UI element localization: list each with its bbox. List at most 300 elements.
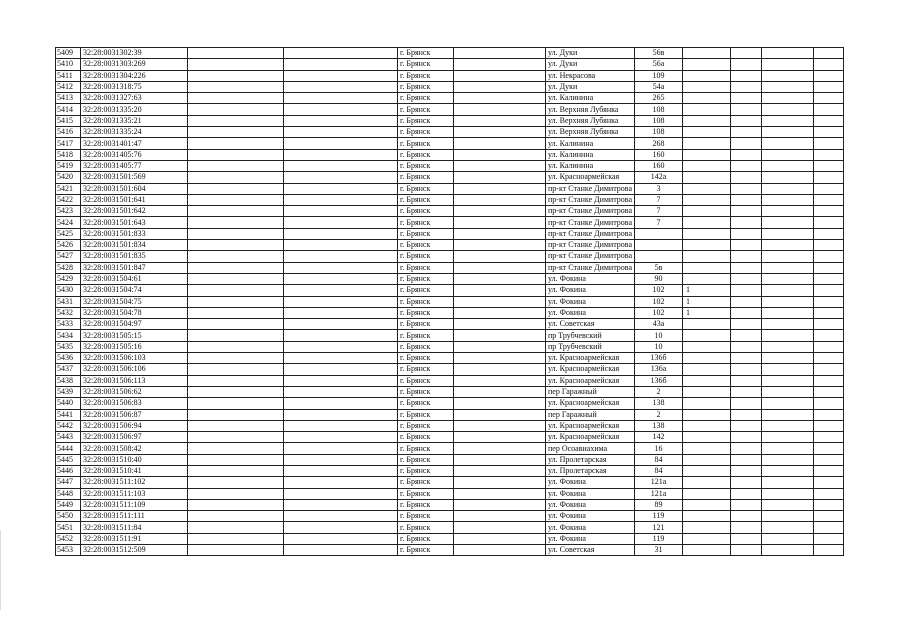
empty-cell (731, 273, 762, 284)
empty-cell (284, 443, 398, 454)
row-number: 5422 (56, 194, 81, 205)
row-number: 5415 (56, 115, 81, 126)
empty-cell (454, 138, 546, 149)
empty-cell (814, 217, 844, 228)
building-cell (683, 127, 731, 138)
empty-cell (731, 375, 762, 386)
table-row (56, 149, 844, 160)
empty-cell (762, 183, 814, 194)
building-cell (683, 341, 731, 352)
street-cell: пр-кт Станке Димитрова (546, 228, 635, 239)
city-cell: г. Брянск (398, 477, 454, 488)
city-cell: г. Брянск (398, 127, 454, 138)
cadastral-number: 32:28:0031506:113 (81, 375, 188, 386)
empty-cell (814, 93, 844, 104)
building-cell (683, 160, 731, 171)
empty-cell (284, 465, 398, 476)
street-cell: ул. Красноармейская (546, 353, 635, 364)
row-number: 5428 (56, 262, 81, 273)
row-number: 5413 (56, 93, 81, 104)
empty-cell (454, 477, 546, 488)
empty-cell (284, 420, 398, 431)
empty-cell (284, 127, 398, 138)
table-row (56, 59, 844, 70)
empty-cell (814, 206, 844, 217)
cadastral-number: 32:28:0031511:91 (81, 533, 188, 544)
empty-cell (188, 59, 284, 70)
city-cell: г. Брянск (398, 533, 454, 544)
row-number: 5418 (56, 149, 81, 160)
empty-cell (188, 499, 284, 510)
empty-cell (762, 443, 814, 454)
empty-cell (454, 341, 546, 352)
empty-cell (762, 48, 814, 59)
empty-cell (814, 499, 844, 510)
empty-cell (454, 398, 546, 409)
street-cell: ул. Фокина (546, 511, 635, 522)
empty-cell (762, 59, 814, 70)
empty-cell (454, 285, 546, 296)
empty-cell (188, 420, 284, 431)
table-row (56, 81, 844, 92)
building-cell (683, 206, 731, 217)
row-number: 5417 (56, 138, 81, 149)
empty-cell (284, 533, 398, 544)
empty-cell (284, 353, 398, 364)
house-number: 89 (635, 499, 683, 510)
cadastral-number: 32:28:0031506:94 (81, 420, 188, 431)
empty-cell (188, 488, 284, 499)
city-cell: г. Брянск (398, 465, 454, 476)
city-cell: г. Брянск (398, 443, 454, 454)
empty-cell (454, 262, 546, 273)
empty-cell (284, 228, 398, 239)
building-cell (683, 398, 731, 409)
empty-cell (454, 511, 546, 522)
empty-cell (188, 138, 284, 149)
empty-cell (454, 364, 546, 375)
table-row (56, 420, 844, 431)
empty-cell (731, 81, 762, 92)
row-number: 5423 (56, 206, 81, 217)
house-number: 121а (635, 488, 683, 499)
empty-cell (188, 330, 284, 341)
building-cell (683, 386, 731, 397)
table-row (56, 398, 844, 409)
city-cell: г. Брянск (398, 341, 454, 352)
street-cell: ул. Калинина (546, 138, 635, 149)
empty-cell (731, 262, 762, 273)
building-cell (683, 48, 731, 59)
row-number: 5439 (56, 386, 81, 397)
empty-cell (454, 499, 546, 510)
table-row (56, 511, 844, 522)
table-row (56, 160, 844, 171)
empty-cell (284, 183, 398, 194)
building-cell (683, 217, 731, 228)
row-number: 5427 (56, 251, 81, 262)
empty-cell (454, 251, 546, 262)
house-number: 54а (635, 81, 683, 92)
row-number: 5442 (56, 420, 81, 431)
house-number: 10 (635, 341, 683, 352)
city-cell: г. Брянск (398, 104, 454, 115)
cadastral-number: 32:28:0031405:76 (81, 149, 188, 160)
city-cell: г. Брянск (398, 545, 454, 556)
table-row (56, 228, 844, 239)
cadastral-number: 32:28:0031303:269 (81, 59, 188, 70)
row-number: 5431 (56, 296, 81, 307)
row-number: 5443 (56, 432, 81, 443)
house-number: 121а (635, 477, 683, 488)
street-cell: пр-кт Станке Димитрова (546, 194, 635, 205)
cadastral-number: 32:28:0031501:847 (81, 262, 188, 273)
empty-cell (731, 172, 762, 183)
city-cell: г. Брянск (398, 522, 454, 533)
table-row (56, 330, 844, 341)
empty-cell (762, 398, 814, 409)
empty-cell (731, 194, 762, 205)
row-number: 5450 (56, 511, 81, 522)
empty-cell (814, 70, 844, 81)
city-cell: г. Брянск (398, 138, 454, 149)
row-number: 5452 (56, 533, 81, 544)
empty-cell (284, 364, 398, 375)
empty-cell (731, 432, 762, 443)
street-cell: ул. Фокина (546, 499, 635, 510)
empty-cell (284, 115, 398, 126)
street-cell: ул. Пролетарская (546, 454, 635, 465)
house-number: 56в (635, 48, 683, 59)
house-number: 10 (635, 330, 683, 341)
empty-cell (188, 364, 284, 375)
empty-cell (814, 285, 844, 296)
empty-cell (731, 70, 762, 81)
building-cell (683, 115, 731, 126)
table-row (56, 262, 844, 273)
empty-cell (284, 172, 398, 183)
empty-cell (814, 353, 844, 364)
house-number: 102 (635, 307, 683, 318)
street-cell: пр Трубчевский (546, 341, 635, 352)
empty-cell (762, 127, 814, 138)
building-cell (683, 533, 731, 544)
cadastral-number: 32:28:0031501:643 (81, 217, 188, 228)
empty-cell (814, 488, 844, 499)
building-cell (683, 104, 731, 115)
empty-cell (454, 240, 546, 251)
empty-cell (188, 228, 284, 239)
empty-cell (731, 443, 762, 454)
cadastral-number: 32:28:0031302:39 (81, 48, 188, 59)
empty-cell (814, 465, 844, 476)
row-number: 5451 (56, 522, 81, 533)
row-number: 5416 (56, 127, 81, 138)
empty-cell (454, 432, 546, 443)
empty-cell (762, 81, 814, 92)
city-cell: г. Брянск (398, 48, 454, 59)
building-cell (683, 172, 731, 183)
street-cell: ул. Красноармейская (546, 420, 635, 431)
cadastral-number: 32:28:0031510:40 (81, 454, 188, 465)
empty-cell (762, 341, 814, 352)
row-number: 5435 (56, 341, 81, 352)
cadastral-number: 32:28:0031504:61 (81, 273, 188, 284)
cadastral-number: 32:28:0031512:509 (81, 545, 188, 556)
empty-cell (284, 149, 398, 160)
empty-cell (814, 127, 844, 138)
empty-cell (454, 545, 546, 556)
house-number: 102 (635, 296, 683, 307)
empty-cell (762, 511, 814, 522)
empty-cell (814, 183, 844, 194)
city-cell: г. Брянск (398, 420, 454, 431)
table-row (56, 307, 844, 318)
house-number (635, 251, 683, 262)
building-cell (683, 273, 731, 284)
empty-cell (454, 465, 546, 476)
empty-cell (731, 330, 762, 341)
empty-cell (762, 522, 814, 533)
house-number: 90 (635, 273, 683, 284)
cadastral-number: 32:28:0031504:75 (81, 296, 188, 307)
house-number: 108 (635, 127, 683, 138)
street-cell: ул. Красноармейская (546, 375, 635, 386)
empty-cell (454, 172, 546, 183)
table-row (56, 465, 844, 476)
building-cell (683, 511, 731, 522)
city-cell: г. Брянск (398, 364, 454, 375)
empty-cell (814, 240, 844, 251)
house-number: 2 (635, 386, 683, 397)
empty-cell (284, 217, 398, 228)
building-cell (683, 262, 731, 273)
empty-cell (454, 194, 546, 205)
city-cell: г. Брянск (398, 330, 454, 341)
house-number: 142 (635, 432, 683, 443)
empty-cell (454, 454, 546, 465)
row-number: 5421 (56, 183, 81, 194)
cadastral-number: 32:28:0031327:63 (81, 93, 188, 104)
city-cell: г. Брянск (398, 375, 454, 386)
empty-cell (284, 319, 398, 330)
empty-cell (814, 443, 844, 454)
building-cell (683, 488, 731, 499)
empty-cell (188, 240, 284, 251)
table-row (56, 172, 844, 183)
street-cell: ул. Калинина (546, 160, 635, 171)
empty-cell (284, 488, 398, 499)
empty-cell (762, 70, 814, 81)
cadastral-number: 32:28:0031506:97 (81, 432, 188, 443)
empty-cell (284, 194, 398, 205)
empty-cell (188, 432, 284, 443)
house-number: 84 (635, 465, 683, 476)
house-number: 119 (635, 533, 683, 544)
empty-cell (762, 285, 814, 296)
city-cell: г. Брянск (398, 499, 454, 510)
empty-cell (814, 375, 844, 386)
empty-cell (188, 48, 284, 59)
row-number: 5432 (56, 307, 81, 318)
street-cell: ул. Фокина (546, 522, 635, 533)
empty-cell (814, 330, 844, 341)
table-row (56, 194, 844, 205)
building-cell: 1 (683, 285, 731, 296)
empty-cell (454, 420, 546, 431)
empty-cell (454, 273, 546, 284)
empty-cell (814, 149, 844, 160)
row-number: 5409 (56, 48, 81, 59)
empty-cell (762, 104, 814, 115)
street-cell: ул. Красноармейская (546, 364, 635, 375)
empty-cell (454, 522, 546, 533)
cadastral-number: 32:28:0031335:24 (81, 127, 188, 138)
street-cell: ул. Верхняя Лубянка (546, 115, 635, 126)
empty-cell (814, 251, 844, 262)
building-cell (683, 420, 731, 431)
empty-cell (762, 307, 814, 318)
empty-cell (454, 48, 546, 59)
empty-cell (731, 307, 762, 318)
empty-cell (814, 420, 844, 431)
table-row (56, 115, 844, 126)
building-cell (683, 240, 731, 251)
empty-cell (731, 93, 762, 104)
empty-cell (454, 409, 546, 420)
empty-cell (731, 59, 762, 70)
empty-cell (814, 160, 844, 171)
cadastral-number: 32:28:0031335:21 (81, 115, 188, 126)
empty-cell (814, 454, 844, 465)
empty-cell (731, 296, 762, 307)
house-number: 136б (635, 375, 683, 386)
city-cell: г. Брянск (398, 353, 454, 364)
street-cell: пр-кт Станке Димитрова (546, 217, 635, 228)
empty-cell (814, 432, 844, 443)
row-number: 5434 (56, 330, 81, 341)
street-cell: ул. Фокина (546, 477, 635, 488)
city-cell: г. Брянск (398, 488, 454, 499)
empty-cell (454, 206, 546, 217)
building-cell (683, 375, 731, 386)
city-cell: г. Брянск (398, 206, 454, 217)
building-cell: 1 (683, 296, 731, 307)
empty-cell (814, 172, 844, 183)
table-row (56, 545, 844, 556)
cadastral-number: 32:28:0031401:47 (81, 138, 188, 149)
building-cell (683, 251, 731, 262)
building-cell (683, 319, 731, 330)
street-cell: ул. Дуки (546, 48, 635, 59)
house-number: 109 (635, 70, 683, 81)
street-cell: ул. Фокина (546, 488, 635, 499)
empty-cell (762, 409, 814, 420)
house-number: 2 (635, 409, 683, 420)
city-cell: г. Брянск (398, 172, 454, 183)
empty-cell (284, 375, 398, 386)
table-row (56, 477, 844, 488)
house-number: 7 (635, 194, 683, 205)
table-row (56, 432, 844, 443)
empty-cell (762, 454, 814, 465)
table-row (56, 443, 844, 454)
registry-table (55, 47, 844, 556)
city-cell: г. Брянск (398, 398, 454, 409)
empty-cell (284, 499, 398, 510)
empty-cell (188, 386, 284, 397)
cadastral-number: 32:28:0031508:42 (81, 443, 188, 454)
row-number: 5436 (56, 353, 81, 364)
empty-cell (814, 262, 844, 273)
row-number: 5414 (56, 104, 81, 115)
empty-cell (814, 273, 844, 284)
street-cell: ул. Калинина (546, 93, 635, 104)
empty-cell (284, 160, 398, 171)
house-number (635, 240, 683, 251)
row-number: 5411 (56, 70, 81, 81)
empty-cell (814, 533, 844, 544)
empty-cell (762, 194, 814, 205)
house-number (635, 228, 683, 239)
street-cell: ул. Некрасова (546, 70, 635, 81)
city-cell: г. Брянск (398, 454, 454, 465)
street-cell: ул. Красноармейская (546, 432, 635, 443)
empty-cell (188, 93, 284, 104)
empty-cell (731, 409, 762, 420)
empty-cell (284, 511, 398, 522)
empty-cell (284, 59, 398, 70)
table-row (56, 70, 844, 81)
table-row (56, 296, 844, 307)
empty-cell (188, 149, 284, 160)
cadastral-number: 32:28:0031506:83 (81, 398, 188, 409)
city-cell: г. Брянск (398, 296, 454, 307)
cadastral-number: 32:28:0031501:642 (81, 206, 188, 217)
house-number: 142а (635, 172, 683, 183)
empty-cell (454, 104, 546, 115)
empty-cell (454, 533, 546, 544)
table-row (56, 353, 844, 364)
row-number: 5425 (56, 228, 81, 239)
empty-cell (762, 251, 814, 262)
row-number: 5429 (56, 273, 81, 284)
row-number: 5446 (56, 465, 81, 476)
empty-cell (762, 93, 814, 104)
cadastral-number: 32:28:0031505:16 (81, 341, 188, 352)
empty-cell (731, 386, 762, 397)
building-cell (683, 59, 731, 70)
building-cell (683, 138, 731, 149)
street-cell: ул. Фокина (546, 273, 635, 284)
empty-cell (454, 115, 546, 126)
building-cell (683, 228, 731, 239)
house-number: 108 (635, 115, 683, 126)
empty-cell (814, 138, 844, 149)
street-cell: ул. Советская (546, 545, 635, 556)
empty-cell (814, 228, 844, 239)
empty-cell (284, 409, 398, 420)
empty-cell (731, 104, 762, 115)
empty-cell (731, 127, 762, 138)
empty-cell (814, 409, 844, 420)
cadastral-number: 32:28:0031501:641 (81, 194, 188, 205)
scan-edge-mark (0, 530, 1, 610)
house-number: 136б (635, 353, 683, 364)
table-row (56, 341, 844, 352)
empty-cell (731, 240, 762, 251)
empty-cell (188, 217, 284, 228)
